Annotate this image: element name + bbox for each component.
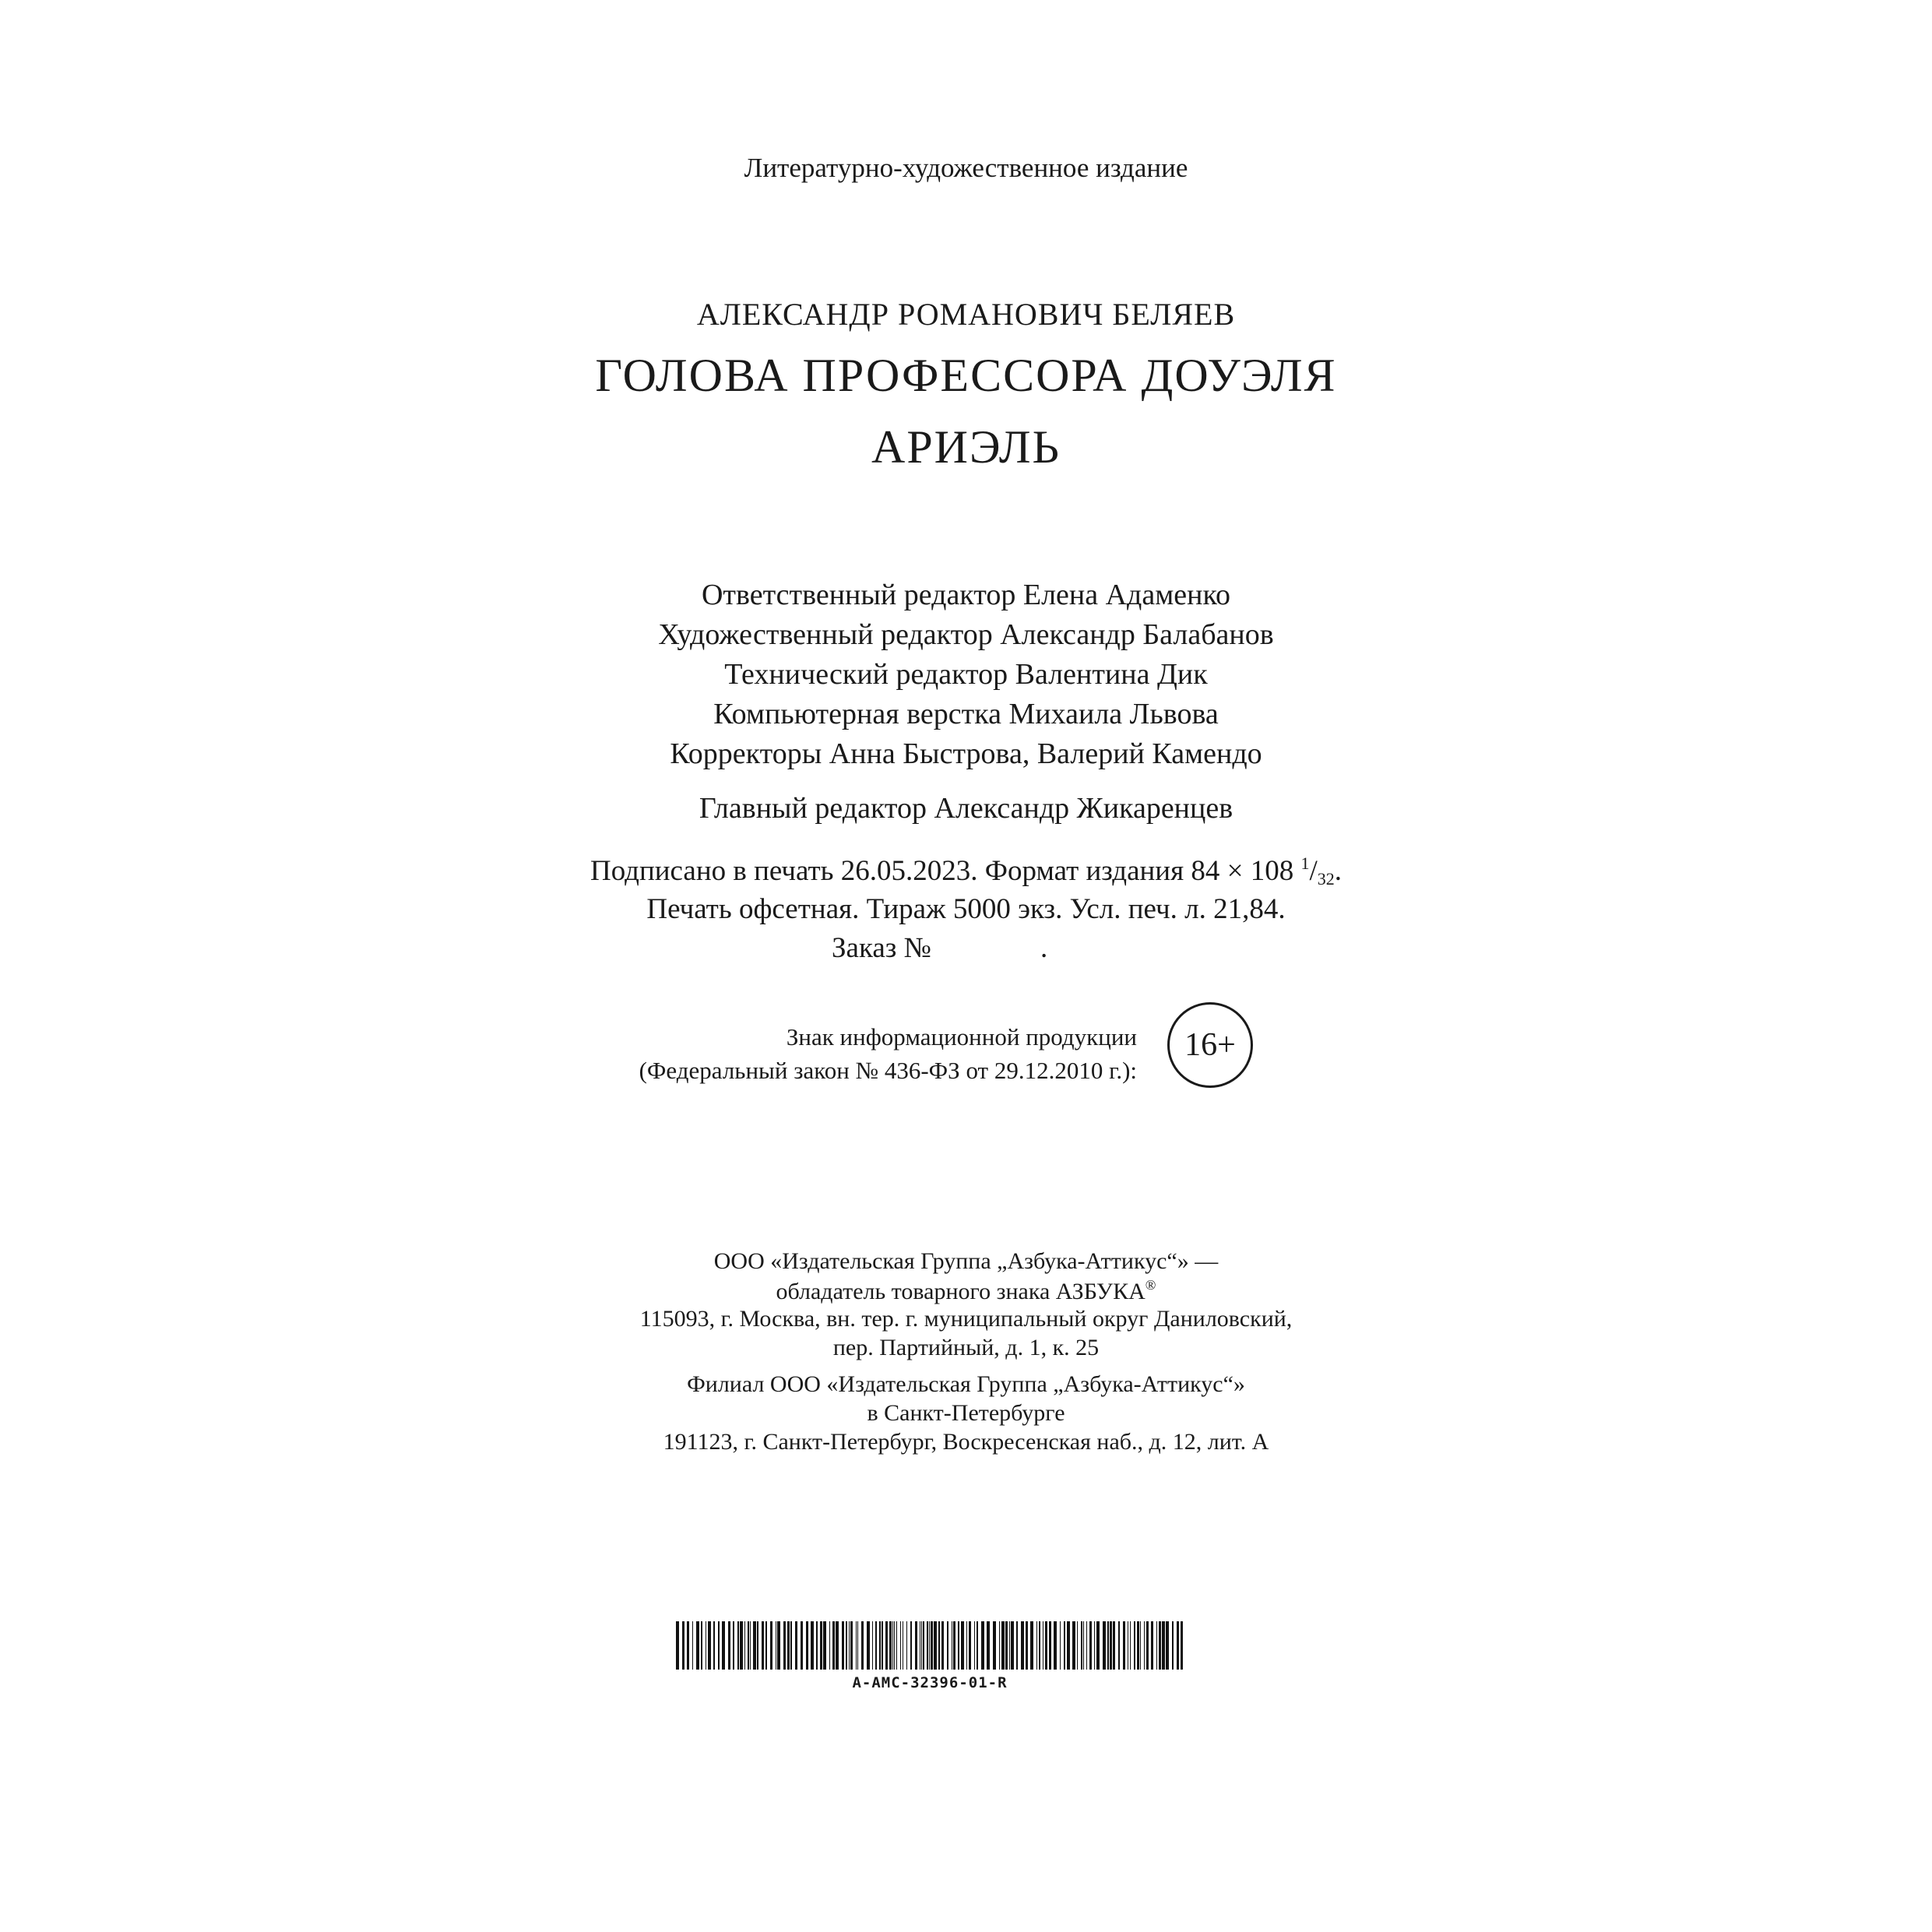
barcode-bar [1130, 1621, 1131, 1670]
barcode-bar [941, 1621, 944, 1670]
barcode-bar [737, 1621, 739, 1670]
barcode-bar [1156, 1621, 1157, 1670]
barcode-bar [934, 1621, 937, 1670]
barcode-bar [961, 1621, 964, 1670]
barcode-bar [765, 1621, 767, 1670]
barcode-bar [915, 1621, 917, 1670]
barcode-bar [682, 1621, 684, 1670]
publisher-trademark [0, 1277, 1932, 1305]
barcode-bar [1089, 1621, 1092, 1670]
barcode-bar [806, 1621, 808, 1670]
credit-layout: Компьютерная верстка Михаила Львова [713, 698, 1219, 730]
branch-city: в Санкт-Петербурге [867, 1400, 1065, 1426]
barcode-bar [1021, 1621, 1024, 1670]
barcode-bar [816, 1621, 818, 1670]
barcode-bar [823, 1621, 826, 1670]
barcode-bar [777, 1621, 780, 1670]
publisher-address-1: 115093, г. Москва, вн. тер. г. муниципальный округ Даниловский, [639, 1306, 1293, 1332]
barcode-bar [1060, 1621, 1061, 1670]
author-name: АЛЕКСАНДР РОМАНОВИЧ БЕЛЯЕВ [696, 297, 1236, 332]
barcode-bar [787, 1621, 790, 1670]
barcode-bar [1172, 1621, 1174, 1670]
barcode-bar [692, 1621, 693, 1670]
barcode-bar [929, 1621, 930, 1670]
barcode-bar [921, 1621, 922, 1670]
barcode-bar [867, 1621, 870, 1670]
barcode-bar [846, 1621, 847, 1670]
barcode-bar [1005, 1621, 1008, 1670]
barcode-bar [1011, 1621, 1014, 1670]
barcode-bar [832, 1621, 835, 1670]
barcode-bar [829, 1621, 830, 1670]
barcode-bar [820, 1621, 822, 1670]
barcode-bar [687, 1621, 689, 1670]
barcode-bar [969, 1621, 971, 1670]
print-run-line: Печать офсетная. Тираж 5000 экз. Усл. печ. л. 21,84. [646, 893, 1286, 925]
barcode-bar [1110, 1621, 1112, 1670]
barcode-bar [872, 1621, 873, 1670]
barcode-bar [1146, 1621, 1149, 1670]
barcode-bar [885, 1621, 888, 1670]
barcode-bar [850, 1621, 853, 1670]
barcode-bar [938, 1621, 940, 1670]
barcode-bar [977, 1621, 978, 1670]
barcode-bar [1054, 1621, 1057, 1670]
publisher-trademark-text: обладатель товарного знака АЗБУКА [776, 1279, 1145, 1304]
book-title-2: АРИЭЛЬ [871, 421, 1061, 473]
barcode-bar [892, 1621, 893, 1670]
barcode-bar [947, 1621, 948, 1670]
barcode-bar [722, 1621, 725, 1670]
barcode-bar [795, 1621, 797, 1670]
format-numerator: 1 [1300, 853, 1310, 873]
barcode-bar [1001, 1621, 1005, 1670]
barcode-bar [999, 1621, 1000, 1670]
barcode-bar [1096, 1621, 1100, 1670]
print-signed-line [0, 853, 1932, 889]
barcode-bar [1181, 1621, 1183, 1670]
barcode-bar [762, 1621, 764, 1670]
barcode-bar [1103, 1621, 1106, 1670]
barcode-bar [1009, 1621, 1010, 1670]
barcode-bar [958, 1621, 959, 1670]
barcode-bar [1086, 1621, 1087, 1670]
format-fraction [1301, 855, 1335, 887]
barcode-bar [1177, 1621, 1179, 1670]
credit-proofreaders: Корректоры Анна Быстрова, Валерий Камендо [670, 737, 1262, 770]
credit-art-editor: Художественный редактор Александр Балабанов [658, 618, 1274, 651]
barcode-bar [882, 1621, 883, 1670]
barcode-bar [1118, 1621, 1120, 1670]
barcode-bar [1067, 1621, 1070, 1670]
barcode-bar [1039, 1621, 1040, 1670]
barcode-bar [718, 1621, 720, 1670]
credit-technical-editor: Технический редактор Валентина Дик [724, 658, 1208, 691]
barcode-bar [750, 1621, 751, 1670]
barcode-bar [875, 1621, 877, 1670]
barcode-bar [1134, 1621, 1135, 1670]
barcode-code: A-AMC-32396-01-R [852, 1674, 1008, 1691]
barcode-bar [728, 1621, 730, 1670]
branch-name: Филиал ООО «Издательская Группа „Азбука-Аттикус“» [687, 1371, 1245, 1397]
barcode-bar [894, 1621, 895, 1670]
barcode-bar [1123, 1621, 1125, 1670]
barcode-bar [1107, 1621, 1109, 1670]
barcode-bar [861, 1621, 864, 1670]
publisher-address-2: пер. Партийный, д. 1, к. 25 [832, 1335, 1100, 1360]
barcode-bar [889, 1621, 892, 1670]
barcode-bar [981, 1621, 984, 1670]
barcode-bar [849, 1621, 850, 1670]
format-slash: / [1309, 855, 1318, 887]
barcode-bar [740, 1621, 743, 1670]
barcode-bar [1064, 1621, 1065, 1670]
barcode-bar [676, 1621, 679, 1670]
barcode-bar [1166, 1621, 1169, 1670]
order-label: Заказ № [832, 932, 931, 964]
barcode-bar [1159, 1621, 1161, 1670]
barcode-bar [790, 1621, 792, 1670]
barcode-bar [879, 1621, 881, 1670]
credit-responsible-editor: Ответственный редактор Елена Адаменко [701, 579, 1231, 611]
barcode-bar [1036, 1621, 1037, 1670]
barcode-bar [1049, 1621, 1051, 1670]
order-number-line [832, 931, 1047, 965]
barcode-bar [966, 1621, 967, 1670]
barcode-bar [906, 1621, 907, 1670]
barcode-bar [1016, 1621, 1018, 1670]
barcode-bar [842, 1621, 844, 1670]
barcode-bar [1113, 1621, 1115, 1670]
barcode-bar [910, 1621, 912, 1670]
barcode-bar [811, 1621, 814, 1670]
print-signed-text: Подписано в печать 26.05.2023. Формат издания 84 × 108 [589, 855, 1301, 887]
barcode-bar [753, 1621, 756, 1670]
barcode-bar [993, 1621, 996, 1670]
book-title-1: ГОЛОВА ПРОФЕССОРА ДОУЭЛЯ [595, 350, 1337, 401]
barcode-bar [701, 1621, 702, 1670]
barcode-bar [708, 1621, 711, 1670]
barcode-bar [1140, 1621, 1141, 1670]
barcode-bar [744, 1621, 745, 1670]
barcode-bar [801, 1621, 803, 1670]
barcode-bar [927, 1621, 928, 1670]
branch-address: 191123, г. Санкт-Петербург, Воскресенская наб., д. 12, лит. А [663, 1429, 1269, 1455]
barcode-bar [733, 1621, 734, 1670]
barcode-bar [1094, 1621, 1095, 1670]
barcode-bar [1144, 1621, 1145, 1670]
order-end: . [1040, 932, 1048, 964]
barcode-bar [770, 1621, 772, 1670]
barcode [676, 1621, 1184, 1670]
age-rating-text [623, 1020, 1137, 1087]
registered-mark: ® [1145, 1277, 1156, 1293]
barcode-bar [1030, 1621, 1033, 1670]
barcode-bar [1151, 1621, 1153, 1670]
barcode-bar [953, 1621, 955, 1670]
barcode-bar [1077, 1621, 1078, 1670]
publisher-name: ООО «Издательская Группа „Азбука-Аттикус“» — [713, 1248, 1219, 1274]
edition-type: Литературно-художественное издание [744, 153, 1188, 183]
barcode-bar [1072, 1621, 1075, 1670]
barcode-bar [931, 1621, 933, 1670]
age-rating-badge: 16+ [1167, 1002, 1253, 1088]
age-rating-label: Знак информационной продукции [786, 1023, 1137, 1050]
format-denominator: 32 [1317, 869, 1335, 889]
credit-chief-editor: Главный редактор Александр Жикаренцев [699, 792, 1233, 825]
barcode-bar [1083, 1621, 1084, 1670]
age-rating-law: (Федеральный закон № 436-ФЗ от 29.12.2010 г.): [639, 1057, 1137, 1084]
barcode-bar [1081, 1621, 1082, 1670]
barcode-bar [757, 1621, 758, 1670]
barcode-bar [923, 1621, 924, 1670]
barcode-bar [856, 1621, 857, 1670]
format-end: . [1334, 855, 1343, 887]
barcode-bar [713, 1621, 715, 1670]
barcode-bar [1026, 1621, 1028, 1670]
barcode-bar [696, 1621, 699, 1670]
barcode-bar [896, 1621, 897, 1670]
barcode-bar [1045, 1621, 1047, 1670]
barcode-bar [836, 1621, 839, 1670]
barcode-bar [1162, 1621, 1165, 1670]
barcode-bar [974, 1621, 975, 1670]
barcode-bar [987, 1621, 990, 1670]
barcode-bar [748, 1621, 749, 1670]
barcode-bar [857, 1621, 858, 1670]
barcode-bar [900, 1621, 901, 1670]
barcode-bar [783, 1621, 786, 1670]
barcode-bar [1137, 1621, 1139, 1670]
